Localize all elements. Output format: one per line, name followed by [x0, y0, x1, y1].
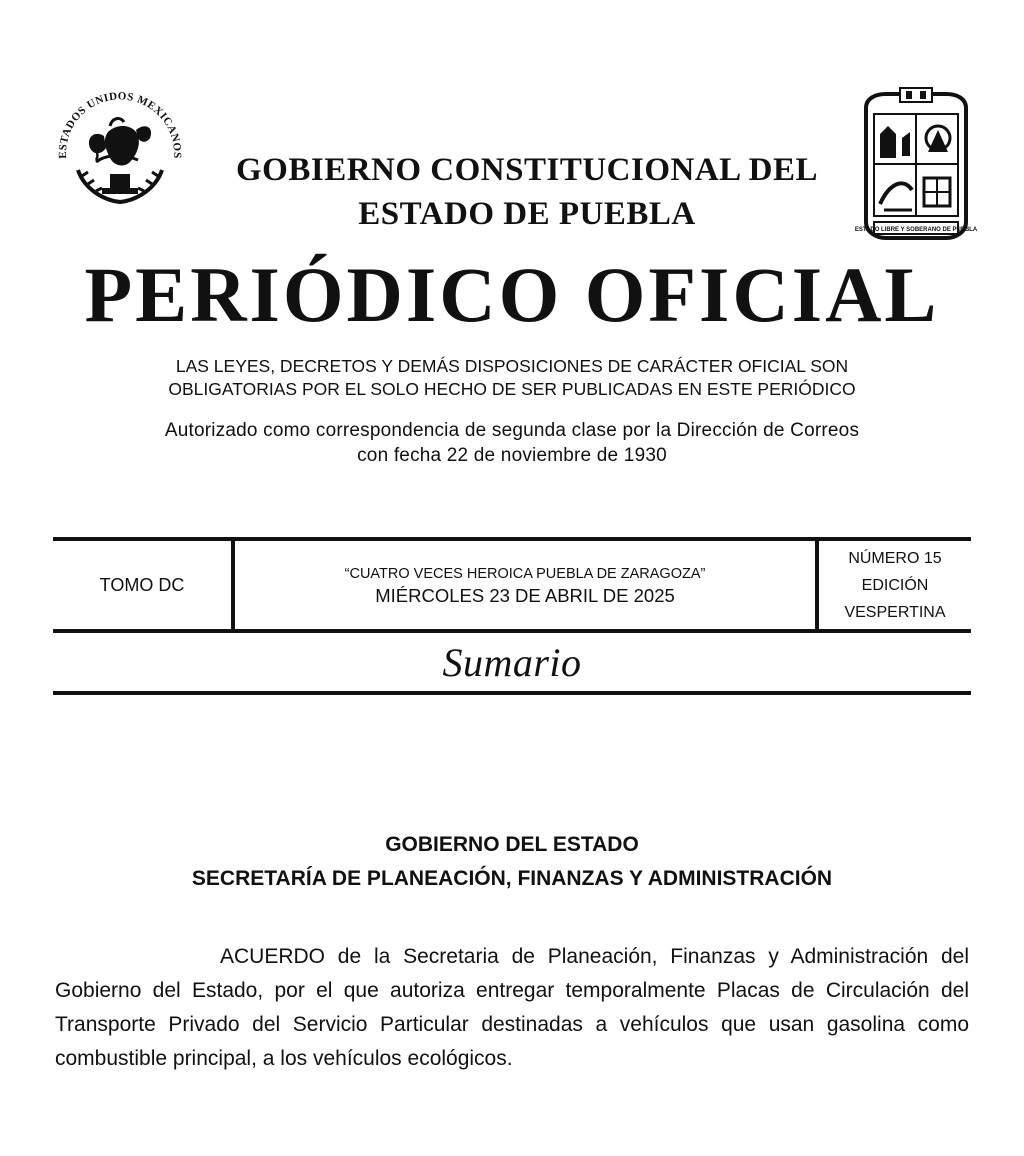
legal-notice-line2: OBLIGATORIAS POR EL SOLO HECHO DE SER PUBLICADAS EN ESTE PERIÓDICO: [168, 379, 856, 399]
legal-notice: [60, 355, 964, 401]
acuerdo-entry: ACUERDO de la Secretaria de Planeación, Finanzas y Administración del Gobierno del Estado, por el que autoriza entregar temporalmente Placas de Circulación del Transporte Privado del Servicio Particular destinadas a vehículos que usan gasolina como combustible principal, a los vehículos ecológicos.: [55, 945, 969, 1070]
city-motto: “CUATRO VECES HEROICA PUEBLA DE ZARAGOZA”: [344, 565, 706, 582]
edition-type: VESPERTINA: [844, 603, 946, 621]
tomo-label: TOMO DC: [99, 574, 185, 595]
sumario-bottom-rule: [53, 691, 971, 695]
section-heading-line2: SECRETARÍA DE PLANEACIÓN, FINANZAS Y ADMINISTRACIÓN: [191, 867, 833, 890]
issue-date: MIÉRCOLES 23 DE ABRIL DE 2025: [375, 584, 675, 606]
authorization-line2: con fecha 22 de noviembre de 1930: [357, 445, 667, 466]
svg-text:ESTADOS UNIDOS MEXICANOS: ESTADOS UNIDOS MEXICANOS: [56, 90, 184, 159]
government-title-line1: GOBIERNO CONSTITUCIONAL DEL: [236, 152, 818, 188]
section-heading: [60, 828, 964, 896]
issue-bar-bottom-rule: [53, 629, 971, 633]
government-title-line2: ESTADO DE PUEBLA: [358, 196, 696, 232]
authorization-notice: [60, 418, 964, 468]
escudo-nacional-seal: [50, 84, 190, 224]
issue-number-cell: [819, 541, 971, 629]
authorization-line1: Autorizado como correspondencia de segunda clase por la Dirección de Correos: [164, 420, 860, 441]
edition-label: EDICIÓN: [861, 576, 929, 594]
escudo-puebla-seal: [854, 86, 978, 244]
publication-title: PERIÓDICO OFICIAL: [84, 251, 940, 338]
issue-number: NÚMERO 15: [848, 549, 942, 567]
section-heading-line1: GOBIERNO DEL ESTADO: [385, 833, 639, 856]
sumario-heading: Sumario: [442, 640, 582, 685]
legal-notice-line1: LAS LEYES, DECRETOS Y DEMÁS DISPOSICIONES DE CARÁCTER OFICIAL SON: [175, 356, 849, 376]
government-title: [190, 148, 864, 236]
issue-info: [235, 541, 815, 629]
svg-text:ESTADO LIBRE Y SOBERANO DE PUE: ESTADO LIBRE Y SOBERANO DE PUEBLA: [854, 227, 978, 233]
